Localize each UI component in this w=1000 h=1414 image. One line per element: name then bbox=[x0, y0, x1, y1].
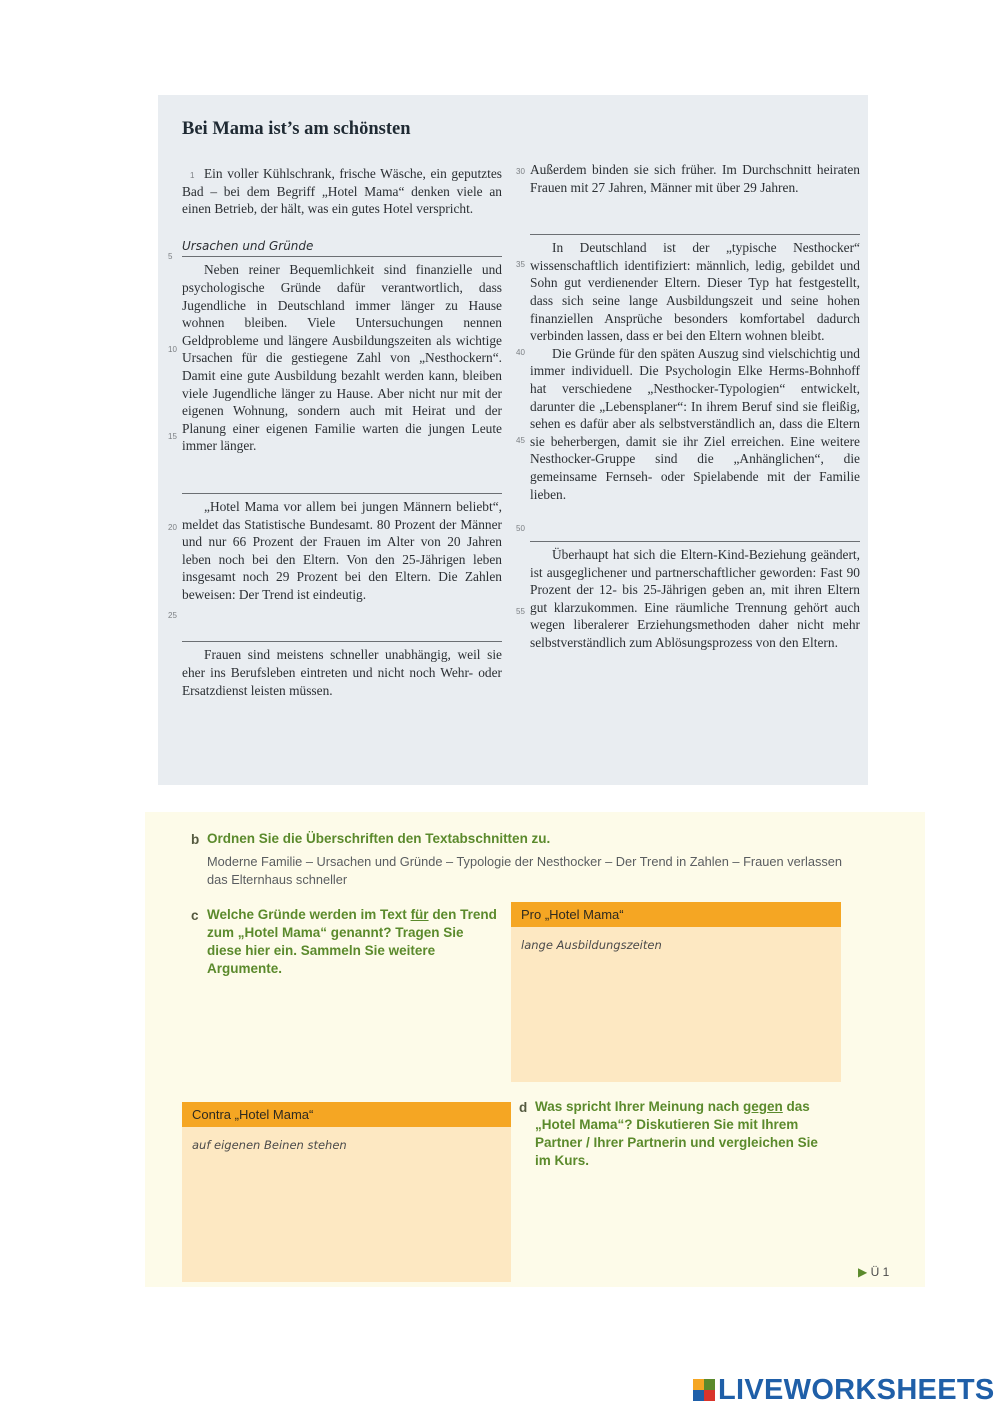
left-column bbox=[168, 165, 502, 699]
contra-box-answer-field[interactable]: auf eigenen Beinen stehen bbox=[192, 1138, 347, 1152]
paragraph-trend: „Hotel Mama vor allem bei jungen Männern beliebt“, meldet das Statistische Bundesamt. 80 Prozent der Männer und nur 66 Prozent der Frauen im Alter von 20 Jahren leben noch bei den Eltern. Von den 25-Jährigen leben insgesamt noch 29 Prozent bei den Eltern. Die Zahlen beweisen: Der Trend ist eindeutig. bbox=[182, 498, 502, 602]
liveworksheets-wordmark: LIVEWORKSHEETS bbox=[718, 1373, 995, 1406]
reading-text-panel bbox=[158, 95, 868, 785]
section-ursachen bbox=[168, 238, 502, 455]
paragraph-typologien: Die Gründe für den späten Auszug sind vielschichtig und immer individuell. Die Psychologin Elke Herms-Bohnhoff hat verschiedene „Nesthocker-Typologien“ entwickelt, darunter die „Lebensplaner“: In ihrem Beruf sind sie fleißig, sehen es dafür aber als selbstverständlich an, dass die Eltern sie beherbergen, damit sie ihr Ziel erreichen. Eine weitere Nesthocker-Gruppe sind die „Anhänglichen“, die gemeinsame Fernseh- oder Spielabende mit der Familie lieben. bbox=[530, 345, 860, 502]
article-title: Bei Mama ist’s am schönsten bbox=[182, 119, 411, 139]
task-b-letter: b bbox=[191, 832, 200, 847]
line-number: 30 bbox=[516, 167, 525, 176]
line-number: 55 bbox=[516, 607, 525, 617]
pro-box-header: Pro „Hotel Mama“ bbox=[511, 902, 841, 927]
section-trend bbox=[168, 475, 502, 620]
task-c-instruction: Welche Gründe werden im Text für den Trend zum „Hotel Mama“ genannt? Tragen Sie diese hier ein. Sammeln Sie weitere Argumente. bbox=[207, 907, 497, 976]
paragraph-nesthocker: In Deutschland ist der „typische Nesthocker“ wissenschaftlich identifiziert: männlich, ledig, gebildet und Sohn gut verdienender Eltern. Dieser Typ hat festgestellt, dass sich seine lange Ausbildungszeit und seine hohen finanziellen Ansprüche besonders komfortabel dadurch verbinden lassen, dass er bei den Eltern wohnen bleibt. bbox=[530, 240, 860, 344]
line-number: 50 bbox=[516, 524, 525, 534]
paragraph-intro: 1 Ein voller Kühlschrank, frische Wäsche, ein geputztes Bad – bei dem Begriff „Hotel Mama“ denken viele an einen Betrieb, der hält, was ein gutes Hotel verspricht. bbox=[182, 165, 502, 218]
line-number: 20 bbox=[168, 522, 177, 532]
right-column bbox=[516, 161, 860, 652]
paragraph-ursachen: Neben reiner Bequemlichkeit sind finanzielle und psychologische Gründe dafür verantwortlich, dass Jugendliche in Deutschland immer länger zu Hause wohnen bleiben. Viele Untersuchungen nennen Geldprobleme und längere Ausbildungszeiten als wichtige Ursachen für die gestiegene Zahl von „Nesthockern“. Damit eine gute Ausbildung bezahlt werden kann, bleiben viele Jugendliche länger zu Hause. Aber nicht nur mit der eigenen Wohnung, sondern auch mit Heirat und der Planung einer eigenen Familie warten die jungen Leute immer länger. bbox=[182, 262, 502, 454]
exercise-reference[interactable]: ▶ Ü 1 bbox=[858, 1265, 890, 1279]
paragraph-frauen-continued: 30 Außerdem binden sie sich früher. Im Durchschnitt heiraten Frauen mit 27 Jahren, Männer mit über 29 Jahren. bbox=[516, 162, 860, 195]
contra-box-header: Contra „Hotel Mama“ bbox=[182, 1102, 511, 1127]
liveworksheets-logo bbox=[693, 1372, 995, 1408]
line-number: 10 bbox=[168, 344, 177, 354]
tasks-panel bbox=[145, 812, 925, 1287]
task-d-letter: d bbox=[519, 1100, 528, 1115]
task-b-instruction: Ordnen Sie die Überschriften den Textabschnitten zu. bbox=[207, 831, 551, 846]
pro-box bbox=[511, 902, 841, 1082]
contra-box bbox=[182, 1102, 511, 1282]
task-d-instruction: Was spricht Ihrer Meinung nach gegen das „Hotel Mama“? Diskutieren Sie mit Ihrem Partner / Ihrer Partnerin und vergleichen Sie im Kurs. bbox=[535, 1099, 818, 1168]
line-number: 1 bbox=[190, 171, 195, 180]
heading-options: Moderne Familie – Ursachen und Gründe – Typologie der Nesthocker – Der Trend in Zahlen – Frauen verlassen das Elternhaus schneller bbox=[207, 854, 842, 887]
heading-answer-field[interactable] bbox=[182, 475, 502, 494]
line-number: 5 bbox=[168, 251, 173, 261]
line-number: 15 bbox=[168, 431, 177, 441]
heading-answer-field[interactable] bbox=[530, 216, 860, 235]
section-typologie bbox=[516, 216, 860, 534]
pro-box-answer-field[interactable]: lange Ausbildungszeiten bbox=[521, 938, 662, 952]
handwritten-heading-field[interactable]: Ursachen und Gründe bbox=[182, 238, 502, 258]
line-number: 45 bbox=[516, 436, 525, 446]
line-number: 25 bbox=[168, 610, 177, 620]
heading-answer-field[interactable] bbox=[530, 523, 860, 542]
section-frauen bbox=[182, 623, 502, 699]
play-icon: ▶ bbox=[858, 1265, 868, 1279]
heading-answer-field[interactable] bbox=[182, 623, 502, 642]
liveworksheets-icon bbox=[693, 1379, 715, 1401]
line-number: 40 bbox=[516, 348, 525, 358]
line-number: 35 bbox=[516, 260, 525, 270]
paragraph-beziehung: Überhaupt hat sich die Eltern-Kind-Beziehung geändert, ist ausgeglichener und partnerschaftlicher geworden: Fast 90 Prozent der 12- bis 25-Jährigen geben an, mit ihren Eltern gut klarzukommen. Eine räumliche Trennung gehört auch wegen liberalerer Erziehungsmethoden daher nicht mehr selbstverständlich zum Ablösungsprozess von den Eltern. bbox=[530, 547, 860, 651]
paragraph-frauen: Frauen sind meistens schneller unabhängig, weil sie eher ins Berufsleben eintreten und nicht noch Wehr- oder Ersatzdienst leisten müssen. bbox=[182, 647, 502, 698]
task-c-letter: c bbox=[191, 908, 199, 923]
